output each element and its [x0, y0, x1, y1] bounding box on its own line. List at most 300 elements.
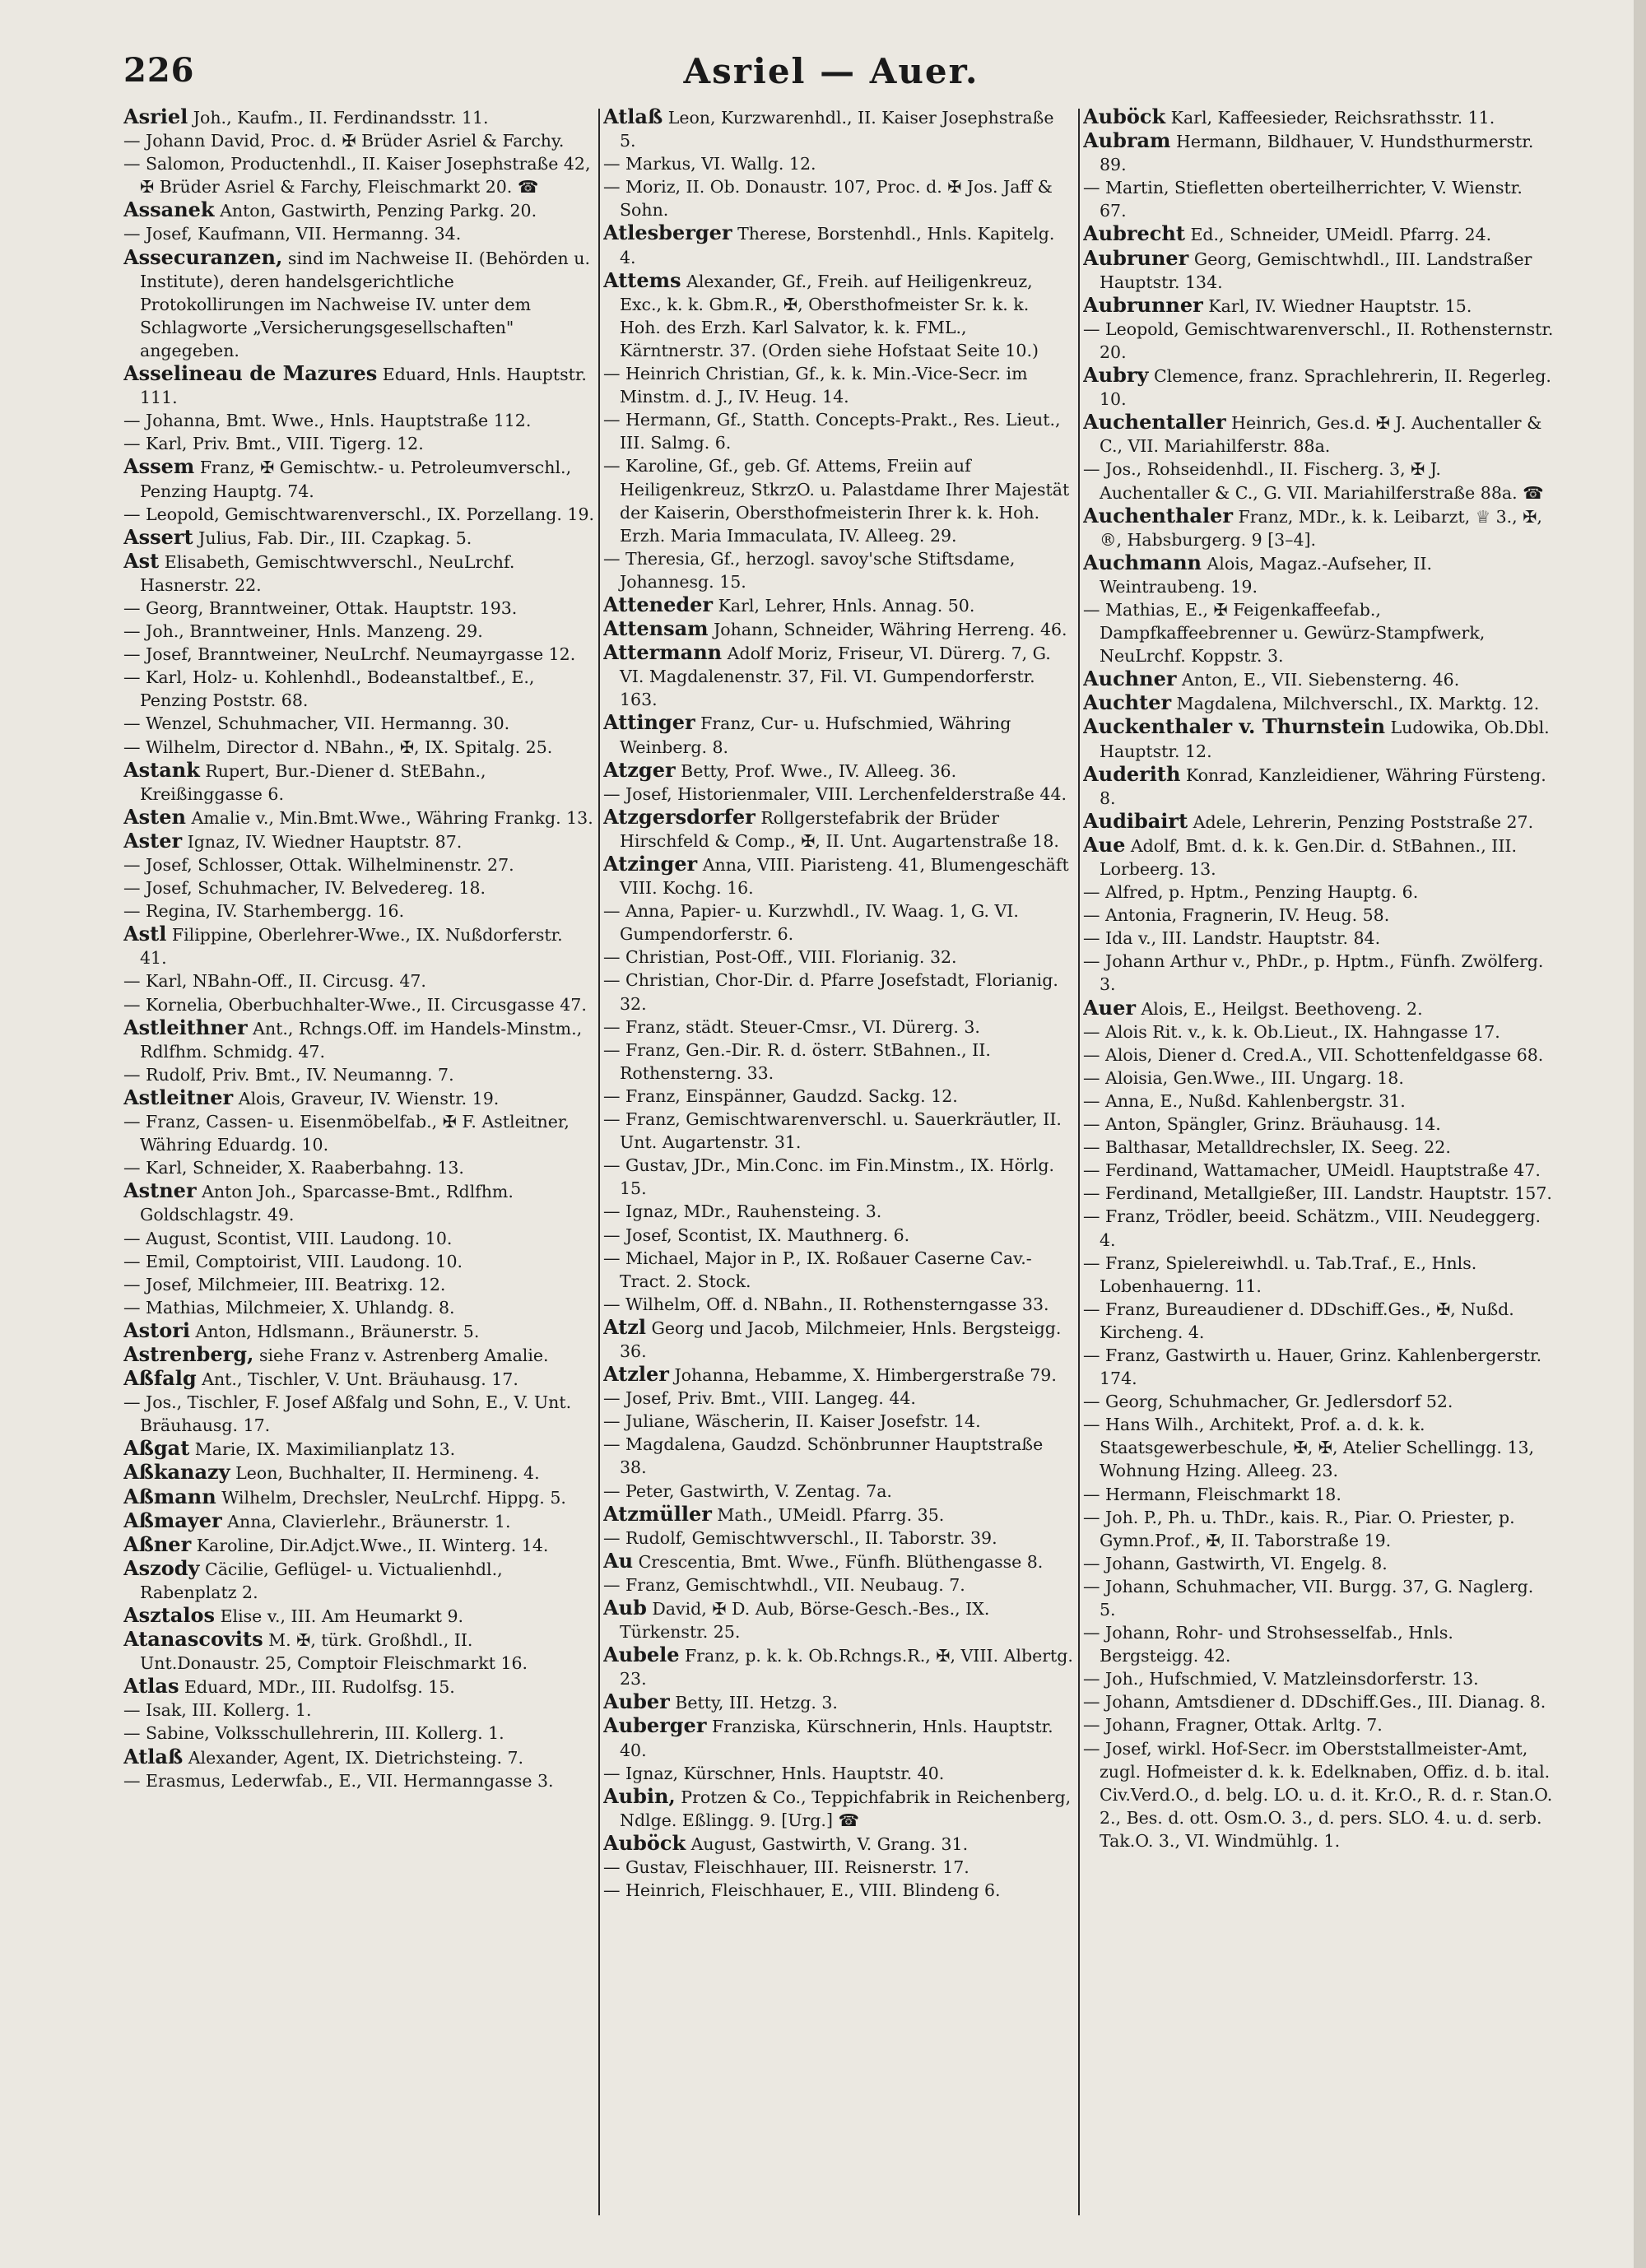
- entry-surname: Aßfalg: [123, 1366, 197, 1391]
- directory-entry: [123, 432, 594, 455]
- entry-text: Franz, ✠ Gemischtw.- u. Petroleumverschl., Penzing Hauptg. 74.: [140, 458, 572, 501]
- directory-entry: [123, 1016, 594, 1063]
- directory-entry: [603, 1596, 1074, 1643]
- directory-entry: [1083, 1344, 1554, 1390]
- entry-surname: Auderith: [1083, 761, 1181, 786]
- column-2: [603, 105, 1074, 2253]
- directory-entry: [603, 1433, 1074, 1479]
- entry-text: — Alois Rit. v., k. k. Ob.Lieut., IX. Hahngasse 17.: [1083, 1021, 1500, 1042]
- entry-text: August, Gastwirth, V. Grang. 31.: [686, 1833, 969, 1854]
- entry-surname: Aubele: [603, 1643, 680, 1667]
- entry-text: Georg, Gemischtwhdl., III. Landstraßer Hauptstr. 134.: [1100, 249, 1532, 292]
- entry-surname: Atzmüller: [603, 1501, 712, 1526]
- entry-text: Adolf Moriz, Friseur, VI. Dürerg. 7, G. VI. Magdalenenstr. 37, Fil. VI. Gumpendorferstr. 163.: [620, 644, 1051, 710]
- entry-text: Heinrich, Ges.d. ✠ J. Auchentaller & C., VII. Mariahilferstr. 88a.: [1100, 413, 1542, 457]
- directory-entry: [603, 1527, 1074, 1550]
- entry-text: — Wilhelm, Off. d. NBahn., II. Rothensterngasse 33.: [603, 1294, 1049, 1314]
- entry-text: — Hermann, Gf., Statth. Concepts-Prakt., Res. Lieut., III. Salmg. 6.: [603, 410, 1061, 453]
- entry-text: Anna, Clavierlehr., Bräunerstr. 1.: [221, 1511, 511, 1531]
- entry-text: — Mathias, E., ✠ Feigenkaffeefab., Dampfkaffeebrenner u. Gewürz-Stampfwerk, NeuLrchf. Koppstr. 3.: [1083, 599, 1486, 667]
- directory-entry: [603, 617, 1074, 641]
- entry-text: — Joh., Branntweiner, Hnls. Manzeng. 29.: [123, 621, 483, 642]
- directory-entry: [603, 1154, 1074, 1200]
- directory-entry: [123, 526, 594, 550]
- entry-text: Magdalena, Milchverschl., IX. Marktg. 12.: [1171, 694, 1540, 714]
- entry-text: — Jos., Rohseidenhdl., II. Fischerg. 3, ✠ J. Auchentaller & C., G. VII. Mariahilferstraße 88a. ☎: [1083, 459, 1544, 503]
- directory-entry: [1083, 691, 1554, 715]
- directory-columns: [123, 105, 1621, 2253]
- directory-entry: [603, 1856, 1074, 1879]
- entry-text: Alexander, Agent, IX. Dietrichsteing. 7.: [183, 1747, 524, 1768]
- directory-entry: [1083, 1252, 1554, 1298]
- directory-entry: [123, 198, 594, 222]
- directory-entry: [603, 853, 1074, 899]
- directory-entry: [123, 1745, 594, 1769]
- entry-text: — Peter, Gastwirth, V. Zentag. 7a.: [603, 1480, 892, 1501]
- entry-text: Ant., Tischler, V. Unt. Bräuhausg. 17.: [196, 1369, 518, 1390]
- entry-text: Wilhelm, Drechsler, NeuLrchf. Hippg. 5.: [216, 1487, 566, 1508]
- directory-entry: [123, 152, 594, 198]
- directory-entry: [123, 1461, 594, 1485]
- entry-text: — Anna, Papier- u. Kurzwhdl., IV. Waag. 1, G. VI. Gumpendorferstr. 6.: [603, 901, 1019, 945]
- entry-text: — Anna, E., Nußd. Kahlenbergstr. 31.: [1083, 1090, 1406, 1111]
- entry-text: M. ✠, türk. Großhdl., II. Unt.Donaustr. 25, Comptoir Fleischmarkt 16.: [140, 1630, 528, 1674]
- directory-entry: [123, 222, 594, 245]
- entry-text: — Ignaz, Kürschner, Hnls. Hauptstr. 40.: [603, 1763, 945, 1783]
- entry-text: Adele, Lehrerin, Penzing Poststraße 27.: [1188, 811, 1534, 832]
- directory-entry: [1083, 1575, 1554, 1621]
- directory-entry: [1083, 129, 1554, 176]
- directory-entry: [1083, 1506, 1554, 1552]
- entry-text: Franziska, Kürschnerin, Hnls. Hauptstr. 40.: [620, 1717, 1053, 1760]
- entry-text: — Ignaz, MDr., Rauhensteing. 3.: [603, 1201, 882, 1222]
- directory-entry: [123, 1675, 594, 1699]
- entry-surname: Auböck: [1083, 105, 1166, 128]
- directory-entry: [1083, 1667, 1554, 1690]
- entry-text: — Franz, Trödler, beeid. Schätzm., VIII. Neudeggerg. 4.: [1083, 1206, 1541, 1250]
- entry-text: Franz, p. k. k. Ob.Rchngs.R., ✠, VIII. Albertg. 23.: [620, 1646, 1073, 1689]
- entry-surname: Asztalos: [123, 1603, 216, 1627]
- directory-entry: [123, 1156, 594, 1179]
- entry-text: — Franz, Gemischtwarenverschl. u. Sauerkräutler, II. Unt. Augartenstr. 31.: [603, 1109, 1062, 1153]
- entry-text: — Magdalena, Gaudzd. Schönbrunner Hauptstraße 38.: [603, 1434, 1044, 1478]
- entry-text: Betty, III. Hetzg. 3.: [669, 1693, 838, 1713]
- entry-text: — Josef, Milchmeier, III. Beatrixg. 12.: [123, 1274, 446, 1294]
- entry-text: — Ferdinand, Wattamacher, UMeidl. Hauptstraße 47.: [1083, 1160, 1541, 1181]
- directory-entry: [603, 1316, 1074, 1363]
- entry-text: — Karl, Holz- u. Kohlenhdl., Bodeanstaltbef., E., Penzing Poststr. 68.: [123, 667, 535, 711]
- directory-entry: [123, 969, 594, 992]
- entry-surname: Aßgat: [123, 1436, 190, 1461]
- entry-text: Crescentia, Bmt. Wwe., Fünfh. Blüthengasse 8.: [633, 1551, 1044, 1572]
- directory-entry: [603, 1224, 1074, 1247]
- directory-entry: [1083, 1205, 1554, 1251]
- directory-entry: [603, 969, 1074, 1015]
- directory-entry: [1083, 458, 1554, 504]
- directory-entry: [1083, 222, 1554, 246]
- entry-text: — Josef, Schuhmacher, IV. Belvedereg. 18.: [123, 878, 486, 899]
- directory-entry: [603, 1363, 1074, 1387]
- directory-entry: [603, 1503, 1074, 1527]
- entry-text: David, ✠ D. Aub, Börse-Gesch.-Bes., IX. Türkenstr. 25.: [620, 1599, 990, 1643]
- directory-entry: [1083, 247, 1554, 294]
- entry-text: — Moriz, II. Ob. Donaustr. 107, Proc. d. ✠ Jos. Jaff & Sohn.: [603, 177, 1053, 221]
- directory-entry: [1083, 105, 1554, 129]
- entry-text: — Heinrich Christian, Gf., k. k. Min.-Vice-Secr. im Minstm. d. J., IV. Heug. 14.: [603, 364, 1028, 407]
- entry-text: — Wilhelm, Director d. NBahn., ✠, IX. Spitalg. 25.: [123, 737, 553, 757]
- directory-entry: [603, 1832, 1074, 1856]
- directory-entry: [123, 1604, 594, 1628]
- directory-entry: [123, 1296, 594, 1319]
- entry-text: Anton Joh., Sparcasse-Bmt., Rdlfhm. Goldschlagstr. 49.: [140, 1182, 514, 1225]
- entry-text: siehe Franz v. Astrenberg Amalie.: [253, 1345, 549, 1365]
- entry-surname: Aubin,: [603, 1783, 676, 1808]
- directory-entry: [603, 152, 1074, 175]
- entry-surname: Attinger: [603, 710, 695, 735]
- entry-surname: Asten: [123, 804, 186, 829]
- page-header: [123, 51, 1539, 100]
- entry-text: — Balthasar, Metalldrechsler, IX. Seeg. 22.: [1083, 1137, 1451, 1158]
- directory-entry: [1083, 1737, 1554, 1852]
- directory-entry: [123, 550, 594, 597]
- entry-text: — Ferdinand, Metallgießer, III. Landstr. Hauptstr. 157.: [1083, 1183, 1552, 1204]
- entry-text: Elisabeth, Gemischtwverschl., NeuLrchf. Hasnerstr. 22.: [140, 551, 515, 595]
- entry-text: — Hermann, Fleischmarkt 18.: [1083, 1484, 1341, 1504]
- entry-text: Anna, VIII. Piaristeng. 41, Blumengeschäft VIII. Kochg. 16.: [620, 855, 1069, 899]
- entry-text: — Josef, Priv. Bmt., VIII. Langeg. 44.: [603, 1388, 916, 1409]
- entry-text: Math., UMeidl. Pfarrg. 35.: [711, 1504, 945, 1525]
- entry-text: Karl, IV. Wiedner Hauptstr. 15.: [1202, 295, 1472, 316]
- directory-entry: [603, 1643, 1074, 1690]
- entry-text: Anton, Hdlsmann., Bräunerstr. 5.: [190, 1321, 480, 1341]
- directory-entry: [603, 783, 1074, 806]
- entry-text: — Johann David, Proc. d. ✠ Brüder Asriel & Farchy.: [123, 131, 565, 151]
- directory-entry: [123, 105, 594, 129]
- directory-entry: [603, 1039, 1074, 1085]
- directory-entry: [603, 1387, 1074, 1410]
- entry-text: — Gustav, JDr., Min.Conc. im Fin.Minstm., IX. Hörlg. 15.: [603, 1155, 1054, 1199]
- directory-entry: [1083, 904, 1554, 927]
- directory-entry: [603, 1410, 1074, 1433]
- directory-entry: [123, 1343, 594, 1367]
- directory-entry: [603, 408, 1074, 454]
- directory-entry: [603, 593, 1074, 617]
- directory-entry: [1083, 176, 1554, 222]
- entry-surname: Auckenthaler v. Thurnstein: [1083, 714, 1386, 739]
- entry-text: Marie, IX. Maximilianplatz 13.: [189, 1439, 456, 1460]
- directory-entry: [123, 830, 594, 853]
- entry-text: — Isak, III. Kollerg. 1.: [123, 1700, 312, 1721]
- entry-surname: Astleitner: [123, 1085, 234, 1109]
- entry-surname: Atanascovits: [123, 1627, 263, 1652]
- directory-entry: [123, 129, 594, 152]
- entry-text: — Franz, Cassen- u. Eisenmöbelfab., ✠ F. Astleitner, Währing Eduardg. 10.: [123, 1112, 570, 1155]
- directory-entry: [1083, 1020, 1554, 1043]
- entry-text: — Antonia, Fragnerin, IV. Heug. 58.: [1083, 905, 1390, 926]
- entry-surname: Auer: [1083, 995, 1136, 1020]
- directory-entry: [123, 1227, 594, 1250]
- entry-text: — Sabine, Volksschullehrerin, III. Kollerg. 1.: [123, 1723, 504, 1744]
- directory-entry: [603, 1200, 1074, 1223]
- entry-text: — Josef, Schlosser, Ottak. Wilhelminenstr. 27.: [123, 855, 514, 875]
- entry-text: — Markus, VI. Wallg. 12.: [603, 154, 816, 174]
- entry-surname: Auchentaller: [1083, 410, 1226, 435]
- entry-text: — Emil, Comptoirist, VIII. Laudong. 10.: [123, 1251, 463, 1271]
- entry-text: Ant., Rchngs.Off. im Handels-Minstm., Rdlfhm. Schmidg. 47.: [140, 1018, 583, 1062]
- entry-text: Franz, Cur- u. Hufschmied, Währing Weinberg. 8.: [620, 713, 1011, 757]
- directory-entry: [603, 1879, 1074, 1902]
- directory-entry: [603, 1247, 1074, 1293]
- directory-entry: [123, 246, 594, 362]
- entry-text: — Franz, Bureaudiener d. DDschiff.Ges., ✠, Nußd. Kircheng. 4.: [1083, 1299, 1514, 1342]
- directory-entry: [1083, 927, 1554, 950]
- directory-entry: [123, 1250, 594, 1273]
- entry-text: Hermann, Bildhauer, V. Hundsthurmerstr. 89.: [1100, 132, 1534, 175]
- entry-surname: Auberger: [603, 1713, 707, 1738]
- entry-text: — Anton, Spängler, Grinz. Bräuhausg. 14.: [1083, 1114, 1441, 1135]
- directory-entry: [123, 1628, 594, 1675]
- directory-entry: [123, 1367, 594, 1391]
- entry-text: — Franz, Gastwirth u. Hauer, Grinz. Kahlenbergerstr. 174.: [1083, 1345, 1542, 1389]
- entry-surname: Auböck: [603, 1830, 686, 1855]
- entry-surname: Astrenberg,: [123, 1341, 254, 1366]
- entry-surname: Assecuranzen,: [123, 244, 283, 269]
- directory-entry: [603, 641, 1074, 711]
- entry-text: — Heinrich, Fleischhauer, E., VIII. Blindeng 6.: [603, 1880, 1001, 1901]
- entry-text: Georg und Jacob, Milchmeier, Hnls. Bergsteigg. 36.: [620, 1318, 1062, 1361]
- entry-surname: Assert: [123, 524, 193, 549]
- entry-text: Betty, Prof. Wwe., IV. Alleeg. 36.: [675, 760, 957, 781]
- entry-text: Therese, Borstenhdl., Hnls. Kapitelg. 4.: [620, 224, 1055, 267]
- entry-text: — Franz, Gemischtwhdl., VII. Neubaug. 7.: [603, 1574, 965, 1595]
- directory-entry: [1083, 763, 1554, 810]
- directory-entry: [1083, 881, 1554, 904]
- entry-text: — August, Scontist, VIII. Laudong. 10.: [123, 1228, 453, 1248]
- entry-text: — Georg, Schuhmacher, Gr. Jedlersdorf 52.: [1083, 1392, 1453, 1412]
- entry-text: — Gustav, Fleischhauer, III. Reisnerstr. 17.: [603, 1857, 969, 1878]
- directory-entry: [123, 1509, 594, 1533]
- directory-entry: [603, 269, 1074, 362]
- running-head: Asriel — Auer.: [683, 51, 979, 91]
- entry-text: Leon, Kurzwarenhdl., II. Kaiser Josephstraße 5.: [620, 108, 1054, 151]
- entry-surname: Astank: [123, 757, 200, 782]
- directory-entry: [1083, 1621, 1554, 1667]
- entry-surname: Aßner: [123, 1531, 192, 1556]
- entry-text: Konrad, Kanzleidiener, Währing Fürsteng. 8.: [1100, 765, 1546, 808]
- directory-entry: [123, 1273, 594, 1296]
- directory-entry: [123, 759, 594, 806]
- directory-entry: [1083, 810, 1554, 834]
- column-1: [123, 105, 594, 2253]
- entry-surname: Attensam: [603, 616, 709, 641]
- directory-entry: [603, 1480, 1074, 1503]
- directory-entry: [123, 899, 594, 923]
- entry-text: — Johann, Amtsdiener d. DDschiff.Ges., III. Dianag. 8.: [1083, 1692, 1546, 1713]
- directory-entry: [1083, 1298, 1554, 1344]
- entry-surname: Astleithner: [123, 1015, 248, 1039]
- entry-text: Amalie v., Min.Bmt.Wwe., Währing Frankg. 13.: [185, 807, 593, 828]
- directory-entry: [1083, 1413, 1554, 1482]
- directory-entry: [123, 1769, 594, 1792]
- entry-surname: Atlas: [123, 1674, 179, 1699]
- entry-text: Clemence, franz. Sprachlehrerin, II. Regerleg. 10.: [1100, 366, 1551, 410]
- entry-text: — Joh. P., Ph. u. ThDr., kais. R., Piar. O. Priester, p. Gymn.Prof., ✠, II. Taborstraße 19.: [1083, 1507, 1515, 1550]
- entry-surname: Atlaß: [603, 105, 663, 128]
- directory-entry: [1083, 1159, 1554, 1182]
- directory-entry: [123, 1179, 594, 1226]
- entry-surname: Atzler: [603, 1362, 669, 1387]
- entry-text: — Christian, Chor-Dir. d. Pfarre Josefstadt, Florianig. 32.: [603, 970, 1058, 1014]
- entry-text: Anton, Gastwirth, Penzing Parkg. 20.: [214, 201, 537, 221]
- directory-entry: [123, 503, 594, 526]
- directory-entry: [1083, 715, 1554, 762]
- directory-entry: [603, 1550, 1074, 1573]
- directory-entry: [603, 547, 1074, 593]
- directory-entry: [123, 1557, 594, 1604]
- directory-entry: [603, 1015, 1074, 1039]
- directory-entry: [123, 923, 594, 969]
- directory-entry: [1083, 551, 1554, 598]
- entry-text: — Rudolf, Priv. Bmt., IV. Neumanng. 7.: [123, 1064, 454, 1085]
- directory-entry: [123, 643, 594, 666]
- directory-entry: [123, 1533, 594, 1557]
- directory-entry: [1083, 1483, 1554, 1506]
- directory-entry: [123, 666, 594, 712]
- entry-text: — Jos., Tischler, F. Josef Aßfalg und Sohn, E., V. Unt. Bräuhausg. 17.: [123, 1392, 572, 1436]
- entry-text: Johanna, Hebamme, X. Himbergerstraße 79.: [668, 1365, 1057, 1386]
- entry-text: — Karl, NBahn-Off., II. Circusg. 47.: [123, 971, 426, 992]
- directory-entry: [603, 1762, 1074, 1785]
- column-3: [1083, 105, 1554, 2253]
- entry-surname: Attems: [603, 267, 681, 292]
- entry-surname: Aubry: [1083, 363, 1149, 388]
- entry-text: Anton, E., VII. Siebensterng. 46.: [1176, 670, 1460, 690]
- directory-entry: [603, 454, 1074, 546]
- entry-surname: Auchter: [1083, 690, 1172, 715]
- directory-entry: [123, 736, 594, 759]
- entry-surname: Aubrecht: [1083, 221, 1185, 246]
- directory-entry: [123, 1391, 594, 1437]
- directory-entry: [603, 175, 1074, 221]
- entry-text: — Kornelia, Oberbuchhalter-Wwe., II. Circusgasse 47.: [123, 994, 587, 1015]
- directory-entry: [123, 1485, 594, 1509]
- entry-text: — Josef, Branntweiner, NeuLrchf. Neumayrgasse 12.: [123, 644, 576, 665]
- entry-text: Protzen & Co., Teppichfabrik in Reichenberg, Ndlge. Eßlingg. 9. [Urg.] ☎: [620, 1787, 1072, 1830]
- entry-surname: Aster: [123, 828, 183, 853]
- entry-text: — Erasmus, Lederwfab., E., VII. Hermanngasse 3.: [123, 1770, 554, 1791]
- entry-text: — Josef, Scontist, IX. Mauthnerg. 6.: [603, 1225, 910, 1245]
- entry-surname: Atteneder: [603, 592, 714, 616]
- directory-entry: [123, 1063, 594, 1086]
- entry-surname: Attermann: [603, 640, 723, 665]
- directory-entry: [603, 1785, 1074, 1832]
- entry-surname: Aub: [603, 1596, 647, 1620]
- directory-entry: [1083, 667, 1554, 691]
- directory-entry: [123, 806, 594, 830]
- entry-surname: Aubruner: [1083, 245, 1189, 270]
- entry-text: Alois, Magaz.-Aufseher, II. Weintraubeng. 19.: [1100, 553, 1432, 597]
- entry-text: — Franz, Spielereiwhdl. u. Tab.Traf., E., Hnls. Lobenhauerng. 11.: [1083, 1253, 1477, 1296]
- directory-entry: [603, 899, 1074, 946]
- directory-entry: [1083, 1090, 1554, 1113]
- directory-entry: [1083, 598, 1554, 667]
- entry-text: sind im Nachweise II. (Behörden u. Institute), deren handelsgerichtliche Protokollirungen im Nachweise IV. unter dem Schlagworte „Versicherungsgesellschaften" angegeben.: [140, 248, 590, 360]
- directory-entry: [123, 620, 594, 643]
- entry-text: — Aloisia, Gen.Wwe., III. Ungarg. 18.: [1083, 1067, 1404, 1088]
- entry-text: Eduard, MDr., III. Rudolfsg. 15.: [179, 1677, 455, 1698]
- entry-surname: Aszody: [123, 1555, 200, 1580]
- entry-text: Ed., Schneider, UMeidl. Pfarrg. 24.: [1184, 225, 1492, 245]
- directory-entry: [1083, 1390, 1554, 1413]
- entry-surname: Atzl: [603, 1314, 647, 1339]
- directory-entry: [1083, 364, 1554, 411]
- entry-text: Alois, E., Heilgst. Beethoveng. 2.: [1135, 998, 1423, 1019]
- directory-entry: [1083, 997, 1554, 1020]
- entry-text: — Johanna, Bmt. Wwe., Hnls. Hauptstraße 112.: [123, 411, 532, 431]
- entry-surname: Audibairt: [1083, 808, 1188, 833]
- directory-entry: [603, 1714, 1074, 1761]
- entry-surname: Atlaß: [123, 1744, 184, 1768]
- entry-text: Karoline, Dir.Adjct.Wwe., II. Winterg. 14.: [191, 1535, 549, 1555]
- entry-text: Ludowika, Ob.Dbl. Hauptstr. 12.: [1100, 718, 1550, 761]
- entry-text: — Rudolf, Gemischtwverschl., II. Taborstr. 39.: [603, 1527, 997, 1548]
- entry-text: Franz, MDr., k. k. Leibarzt, ♕ 3., ✠, ®, Habsburgerg. 9 [3–4].: [1100, 506, 1542, 550]
- directory-entry: [123, 362, 594, 409]
- entry-surname: Atzgersdorfer: [603, 804, 756, 829]
- column-divider: [1078, 109, 1080, 2215]
- entry-text: — Franz, Einspänner, Gaudzd. Sackg. 12.: [603, 1085, 958, 1106]
- directory-entry: [1083, 1043, 1554, 1067]
- entry-surname: Astner: [123, 1178, 197, 1203]
- directory-entry: [1083, 834, 1554, 881]
- directory-entry: [123, 409, 594, 432]
- entry-text: Filippine, Oberlehrer-Wwe., IX. Nußdorferstr. 41.: [140, 925, 563, 969]
- entry-text: Alexander, Gf., Freih. auf Heiligenkreuz, Exc., k. k. Gbm.R., ✠, Obersthofmeister Sr. k. k. Hoh. des Erzh. Karl Salvator, k. k. FML., Kärntnerstr. 37. (Orden siehe Hofstaat Seite 10.): [620, 271, 1039, 360]
- entry-surname: Atzinger: [603, 852, 698, 876]
- directory-entry: [123, 597, 594, 620]
- entry-surname: Aßkanazy: [123, 1460, 230, 1485]
- directory-entry: [603, 1690, 1074, 1714]
- entry-surname: Aubram: [1083, 128, 1171, 153]
- directory-entry: [1083, 411, 1554, 458]
- directory-entry: [603, 806, 1074, 853]
- entry-surname: Auchner: [1083, 667, 1177, 691]
- entry-text: Adolf, Bmt. d. k. k. Gen.Dir. d. StBahnen., III. Lorbeerg. 13.: [1100, 835, 1518, 879]
- entry-text: Johann, Schneider, Währing Herreng. 46.: [708, 620, 1067, 640]
- entry-text: — Josef, wirkl. Hof-Secr. im Oberststallmeister-Amt, zugl. Hofmeister d. k. k. Edelknaben, Offiz. d. b. ital. Civ.Verd.O., d. belg. LO. u. d. it. Kr.O., R. d. r. Stan.O. 2., Bes. d. ott. Osm.O. 3., d. pers. SLO. 4. u. d. serb. Tak.O. 3., VI. Windmühlg. 1.: [1083, 1738, 1553, 1851]
- entry-text: — Alois, Diener d. Cred.A., VII. Schottenfeldgasse 68.: [1083, 1044, 1544, 1065]
- directory-entry: [603, 759, 1074, 783]
- directory-entry: [603, 946, 1074, 969]
- entry-text: Elise v., III. Am Heumarkt 9.: [215, 1606, 464, 1626]
- entry-text: Karl, Kaffeesieder, Reichsrathsstr. 11.: [1165, 108, 1495, 128]
- entry-surname: Assanek: [123, 198, 215, 222]
- directory-entry: [123, 1319, 594, 1343]
- directory-entry: [123, 1086, 594, 1110]
- entry-text: Eduard, Hnls. Hauptstr. 111.: [140, 365, 587, 408]
- entry-text: — Johann, Rohr- und Strohsesselfab., Hnls. Bergsteigg. 42.: [1083, 1623, 1453, 1666]
- entry-text: — Alfred, p. Hptm., Penzing Hauptg. 6.: [1083, 882, 1419, 903]
- directory-entry: [1083, 1713, 1554, 1736]
- directory-entry: [1083, 294, 1554, 318]
- directory-entry: [1083, 504, 1554, 551]
- directory-entry: [1083, 1182, 1554, 1205]
- entry-text: Rupert, Bur.-Diener d. StEBahn., Kreißinggasse 6.: [140, 760, 486, 804]
- entry-text: — Johann, Gastwirth, VI. Engelg. 8.: [1083, 1553, 1388, 1573]
- entry-text: — Salomon, Productenhdl., II. Kaiser Josephstraße 42, ✠ Brüder Asriel & Farchy, Fleischmarkt 20. ☎: [123, 154, 591, 198]
- entry-text: — Franz, Gen.-Dir. R. d. österr. StBahnen., II. Rothensterng. 33.: [603, 1039, 991, 1083]
- page-edge-shadow: [1634, 0, 1646, 2268]
